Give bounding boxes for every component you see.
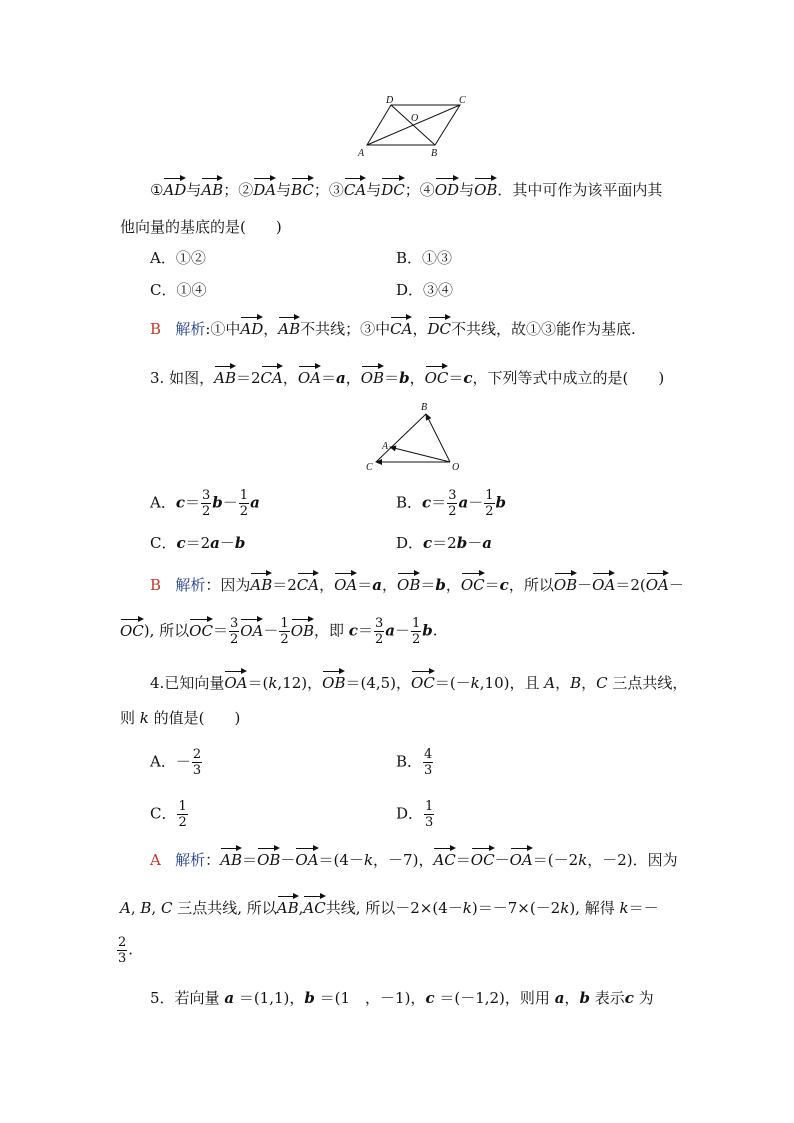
q4-option-a: A．－ $\frac{2}{3}$ — [150, 747, 202, 778]
label-C: C — [459, 95, 466, 106]
q4-solution-line3: $\frac{2}{3}$ . — [118, 935, 134, 966]
q2-stem-line2: 他向量的基底的是( ) — [120, 218, 282, 236]
label-A: A — [358, 148, 365, 159]
label-O: O — [411, 113, 419, 124]
q2-option-c: C．①④ — [150, 281, 207, 299]
q2-option-d: D．③④ — [396, 281, 454, 299]
q3-solution-line1: B 解析：因为AB＝2CA，OA＝a，OB＝b，OC＝c，所以OB－OA＝2(OA－ — [150, 571, 684, 596]
q2-option-a: A．①② — [150, 249, 206, 267]
label-D: D — [386, 95, 394, 106]
q2-solution: B 解析:①中AD，AB不共线；③中CA，DC不共线，故①③能作为基底. — [150, 315, 636, 340]
q3-option-c: C．c＝2a－b — [150, 534, 246, 552]
q4-stem-line2: 则 k 的值是( ) — [120, 709, 241, 727]
q3-stem: 3. 如图，AB＝2CA，OA＝a，OB＝b，OC＝c，下列等式中成立的是( ) — [150, 364, 664, 389]
label-O: O — [452, 462, 460, 473]
q4-solution-line1: A 解析：AB＝OB－OA＝(4－k，－7)，AC＝OC－OA＝(－2k，－2)．因为 — [150, 846, 678, 871]
q2-stem: ①AD与AB；②DA与BC；③CA与DC；④OD与OB．其中可作为该平面内其 — [150, 176, 662, 201]
q4-solution-line2: A, B, C 三点共线, 所以AB,AC共线, 所以－2×(4－k)＝－7×(－2k), 解得 k＝－ — [120, 894, 659, 919]
q4-option-c: C． $\frac{1}{2}$ — [150, 799, 187, 830]
label-B: B — [421, 402, 428, 413]
q3-option-b: B．c＝ $\frac{3}{2}$ a－ $\frac{1}{2}$ b — [396, 488, 506, 519]
q3-option-a: A．c＝ $\frac{3}{2}$ b－ $\frac{1}{2}$ a — [150, 488, 260, 519]
q4-option-d: D． $\frac{1}{3}$ — [396, 799, 434, 830]
label-C: C — [366, 462, 373, 473]
parallelogram-figure — [355, 93, 475, 159]
q3-answer: B — [150, 576, 162, 594]
q3-solution-line2: OC), 所以OC＝ $\frac{3}{2}$ OA－ $\frac{1}{2}$ OB，即 c＝ $\frac{3}{2}$ a－ $\frac{1}{2}$ b. — [120, 616, 438, 647]
q3-option-d: D．c＝2b－a — [396, 534, 492, 552]
q2-option-b: B．①③ — [396, 249, 453, 267]
q4-answer: A — [150, 851, 161, 869]
triangle-figure — [362, 400, 472, 476]
q4-stem-line1: 4.已知向量OA＝(k,12)，OB＝(4,5)，OC＝(－k,10)，且 A，B，C 三点共线， — [150, 669, 687, 694]
label-A: A — [382, 441, 389, 452]
label-B: B — [431, 148, 438, 159]
q4-option-b: B． $\frac{4}{3}$ — [396, 747, 433, 778]
q2-answer: B — [150, 320, 162, 338]
q5-stem: 5．若向量 a ＝(1,1)，b ＝(1 ，－1)，c ＝(－1,2)，则用 a，b 表示c 为 — [150, 989, 654, 1007]
